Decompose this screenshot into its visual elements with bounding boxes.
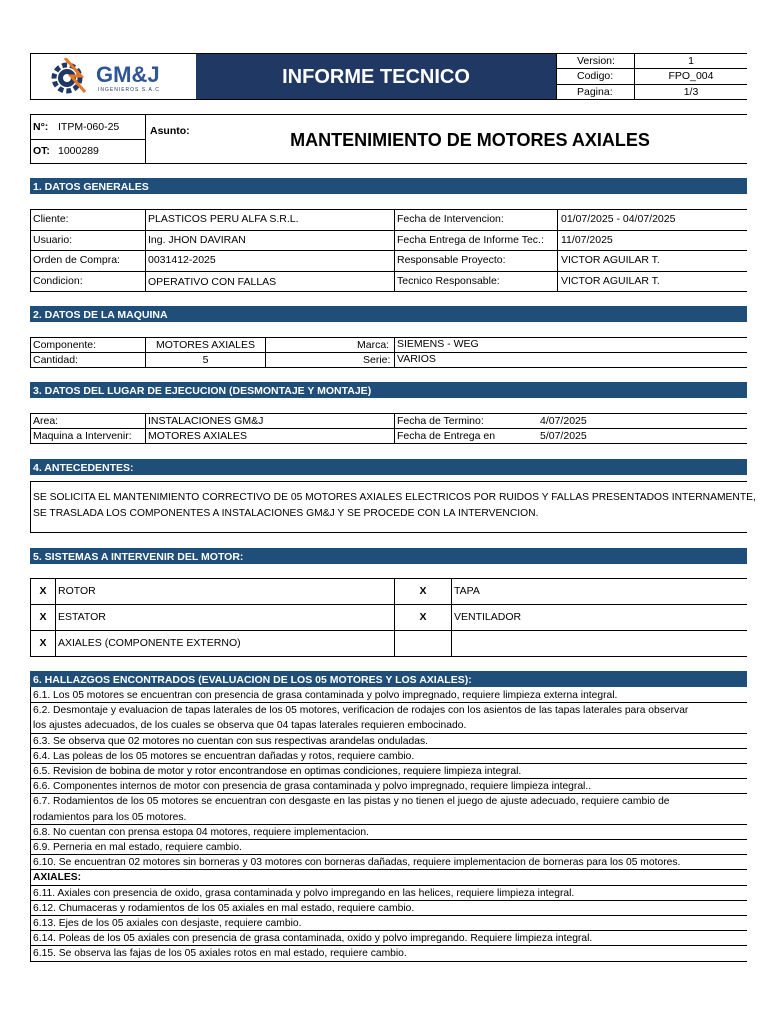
logo-text: GM&J [96,62,160,87]
version-value: 1 [688,55,694,67]
orden-compra-label: Orden de Compra: [33,254,120,266]
section-title: 1. DATOS GENERALES [33,181,149,193]
maquina-intervenir-label: Maquina a Intervenir: [33,430,132,442]
report-title: INFORME TECNICO [282,66,470,88]
fecha-entrega-informe-value: 11/07/2025 [561,234,613,246]
check-mark-rotor: X [39,585,47,597]
section-hallazgos [30,671,747,687]
asunto-label: Asunto: [150,125,190,137]
finding-item: 6.7. Rodamientos de los 05 motores se encuentran con desgaste en las pistas y no tienen el juego de ajuste adecuado, requiere cambio de [33,796,670,808]
finding-item: 6.1. Los 05 motores se encuentran con presencia de grasa contaminada y polvo impregnado, requiere limpieza externa integral. [33,690,618,701]
area-label: Area: [33,415,59,427]
system-rotor: ROTOR [58,585,96,597]
section-sistemas [30,548,747,564]
fecha-entrega-value: 5/07/2025 [540,430,587,442]
header-title-bar [196,54,556,99]
area-value: INSTALACIONES GM&J [148,415,264,427]
serie-value: VARIOS [397,353,436,365]
logo [40,58,190,96]
finding-item: rodamientos para los 05 motores. [33,811,187,823]
section-datos-maquina [30,306,747,322]
codigo-label: Codigo: [577,70,614,82]
section-title: 4. ANTECEDENTES: [33,462,134,474]
antecedentes-line-1: SE SOLICITA EL MANTENIMIENTO CORRECTIVO DE 05 MOTORES AXIALES ELECTRICOS POR RUIDOS Y FALLAS PRESENTADOS INTERNAMENTE, [33,492,756,503]
tecnico-responsable-label: Tecnico Responsable: [397,275,500,287]
fecha-intervencion-value: 01/07/2025 - 04/07/2025 [561,213,676,225]
finding-item: 6.5. Revision de bobina de motor y rotor encontrandose en optimas condiciones, requiere limpieza integral. [33,766,522,777]
maquina-intervenir-value: MOTORES AXIALES [148,430,248,442]
check-mark-axiales: X [39,637,47,649]
finding-item: 6.14. Poleas de los 05 axiales con presencia de grasa contaminada, oxido y polvo impregando. Requiere limpieza integral. [33,933,593,945]
fecha-termino-label: Fecha de Termino: [397,415,484,427]
responsable-proyecto-value: VICTOR AGUILAR T. [561,254,660,266]
check-mark-estator: X [39,611,47,623]
usuario-label: Usuario: [33,234,73,246]
finding-item: 6.4. Las poleas de los 05 motores se encuentran dañadas y rotos, requiere cambio. [33,750,415,762]
usuario-value: Ing. JHON DAVIRAN [148,234,246,246]
check-mark-ventilador: X [419,611,427,623]
check-mark-tapa: X [419,585,427,597]
cantidad-label: Cantidad: [33,354,78,366]
fecha-entrega-label: Fecha de Entrega en [397,430,496,442]
report-number-value: ITPM-060-25 [58,121,120,133]
section-lugar-ejecucion [30,382,747,398]
antecedentes-line-2: SE TRASLADA LOS COMPONENTES A INSTALACIONES GM&J Y SE PROCEDE CON LA INTERVENCION. [33,508,539,519]
ot-value: 1000289 [58,145,99,157]
cliente-label: Cliente: [33,213,69,225]
codigo-value: FPO_004 [668,70,714,82]
pagina-label: Pagina: [577,86,613,98]
system-axiales: AXIALES (COMPONENTE EXTERNO) [58,637,241,649]
finding-item: 6.8. No cuentan con prensa estopa 04 motores, requiere implementacion. [33,826,369,838]
report-number-label: N°: [33,121,49,133]
pagina-value: 1/3 [683,86,699,98]
condicion-value: OPERATIVO CON FALLAS [148,276,277,288]
section-title: 5. SISTEMAS A INTERVENIR DEL MOTOR: [33,551,244,563]
tecnico-responsable-value: VICTOR AGUILAR T. [561,275,660,287]
section-title: 2. DATOS DE LA MAQUINA [33,309,168,321]
antecedentes-box [30,481,747,533]
finding-item: los ajustes adecuados, de los cuales se observa que 04 tapas laterales requieren embocinado. [33,720,467,732]
fecha-entrega-informe-label: Fecha Entrega de Informe Tec.: [397,234,544,246]
responsable-proyecto-label: Responsable Proyecto: [397,254,506,266]
marca-label: Marca: [357,339,390,351]
section-title: 6. HALLAZGOS ENCONTRADOS (EVALUACION DE LOS 05 MOTORES Y LOS AXIALES): [33,674,472,686]
cliente-value: PLASTICOS PERU ALFA S.R.L. [148,213,299,225]
section-datos-generales [30,178,747,194]
section-antecedentes [30,459,747,475]
asunto-value: MANTENIMIENTO DE MOTORES AXIALES [290,130,650,150]
cantidad-value: 5 [202,354,209,366]
finding-item: 6.9. Perneria en mal estado, requiere cambio. [33,842,242,853]
system-tapa: TAPA [454,585,480,597]
marca-value: SIEMENS - WEG [397,338,479,350]
finding-row-border [30,961,747,962]
finding-item: 6.12. Chumaceras y rodamientos de los 05 axiales en mal estado, requiere cambio. [33,902,415,914]
version-label: Version: [577,55,615,67]
findings-subheading: AXIALES: [33,872,82,884]
system-ventilador: VENTILADOR [454,611,522,623]
finding-item: 6.3. Se observa que 02 motores no cuentan con sus respectivas arandelas onduladas. [33,735,428,747]
ot-label: OT: [33,145,50,157]
fecha-intervencion-label: Fecha de Intervencion: [397,213,504,225]
finding-item: 6.11. Axiales con presencia de oxido, grasa contaminada y polvo impregando en las helices, requiere limpieza integral. [33,887,575,899]
componente-label: Componente: [33,339,97,351]
system-estator: ESTATOR [58,611,106,623]
section-title: 3. DATOS DEL LUGAR DE EJECUCION (DESMONTAJE Y MONTAJE) [33,385,372,397]
finding-item: 6.15. Se observa las fajas de los 05 axiales rotos en mal estado, requiere cambio. [33,948,407,960]
componente-value: MOTORES AXIALES [155,339,255,351]
finding-item: 6.13. Ejes de los 05 axiales con desjaste, requiere cambio. [33,918,302,929]
finding-item: 6.2. Desmontaje y evaluacion de tapas laterales de los 05 motores, verificacion de rodajes con los asientos de las tapas laterales para observar [33,705,689,717]
condicion-label: Condicion: [33,275,83,287]
orden-compra-value: 0031412-2025 [148,254,216,266]
serie-label: Serie: [363,354,391,366]
logo-subtext: INGENIEROS S.A.C [98,87,160,93]
finding-item: 6.6. Componentes internos de motor con presencia de grasa contaminada y polvo impregnado, requiere limpieza integral.. [33,781,592,793]
finding-item: 6.10. Se encuentran 02 motores sin borneras y 03 motores con borneras dañadas, requiere implementacion de borneras para los 05 motores. [33,857,681,869]
fecha-termino-value: 4/07/2025 [540,415,587,427]
